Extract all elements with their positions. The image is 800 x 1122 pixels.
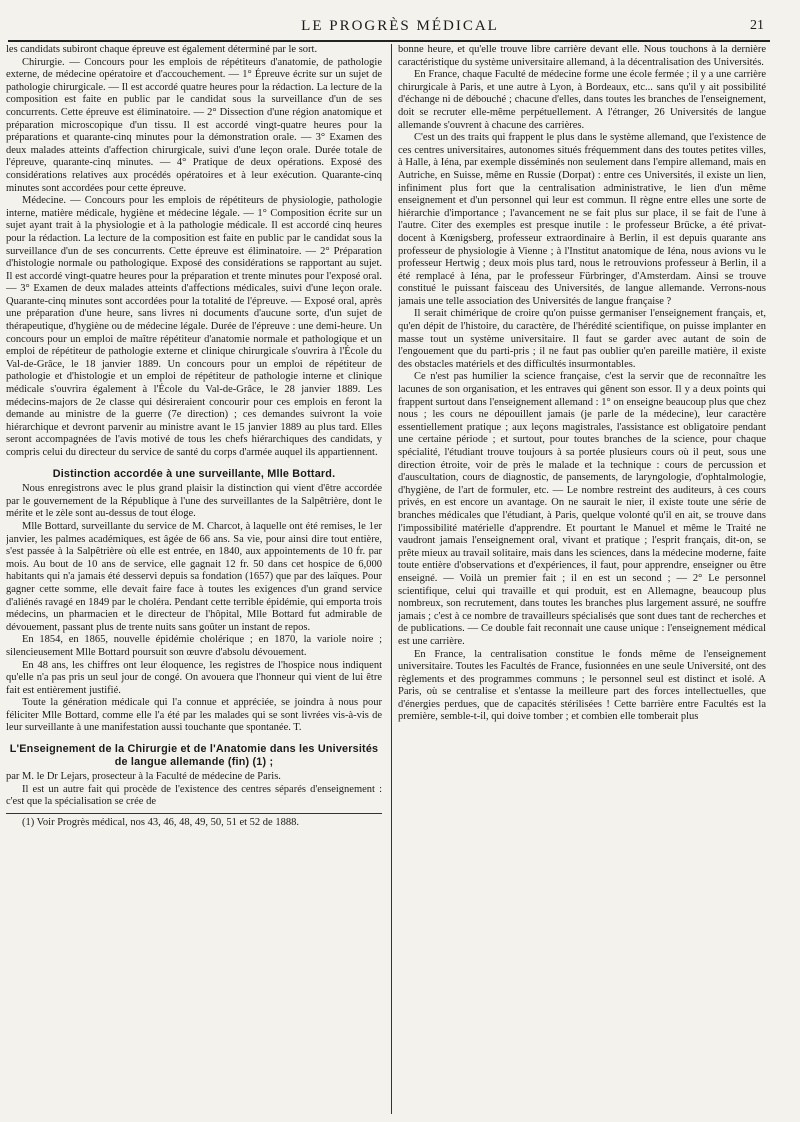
- left-column: [6, 44, 382, 1114]
- page-header: [0, 18, 800, 42]
- header-rule: [8, 40, 770, 42]
- article-byline: par M. le Dr Lejars, prosecteur à la Faculté de médecine de Paris.: [6, 771, 281, 783]
- journal-title: LE PROGRÈS MÉDICAL: [301, 18, 499, 34]
- paragraph: Nous enregistrons avec le plus grand plaisir la distinction qui vient d'être accordée par le gouvernement de la République à l'une des surveillantes de la Salpêtrière, dont le mérite et le zèle sont au-dessus de tout éloge.: [6, 483, 382, 520]
- right-column: [398, 44, 766, 1114]
- article-heading: L'Enseignement de la Chirurgie et de l'Anatomie dans les Universités de langue allemande (fin) (1) ;: [9, 743, 379, 768]
- page-number: 21: [750, 18, 764, 33]
- paragraph: Il est un autre fait qui procède de l'existence des centres séparés d'enseignement : c'est que la spécialisation se crée de: [6, 783, 382, 808]
- paragraph: les candidats subiront chaque épreuve est également déterminé par le sort.: [6, 44, 318, 55]
- paragraph: Toute la génération médicale qui l'a connue et appréciée, se joindra à nous pour féliciter Mlle Bottard, comme elle l'a été par les malades qui se sont livrées vis-à-vis de leur surveillante à une manifestation aussi touchante que spontanée. T.: [6, 697, 382, 734]
- paragraph: En France, chaque Faculté de médecine forme une école fermée ; il y a une carrière chirurgicale à Paris, et une autre à Lyon, à Bordeaux, etc... sans qu'il y ait possibilité d'échange ni de débouché ; chacune d'elles, dans toutes les branches de l'enseignement, doit se recruter elle-même perpétuellement. A l'étranger, 26 Universités de langue allemande s'ouvrent à chacune des carrières.: [398, 69, 766, 131]
- article-columns: [6, 44, 766, 1114]
- column-divider: [391, 44, 392, 1114]
- paragraph: C'est un des traits qui frappent le plus dans le système allemand, que l'existence de ces centres universitaires, autonomes situés fréquemment dans des toutes petites villes, à Halle, à Iéna, par exemple disséminés non seulement dans l'empire allemand, mais en Autriche, en Suisse, même en Russie (Dorpat) : entre ces Universités, il existe un lien, infiniment plus fort que la centralisation administrative, le lien d'un même enseignement et d'un personnel qui leur est commun. Il règne entre elles une sorte de hiérarchie d'importance ; l'avancement ne se fait plus sur place, il se fait de l'une à l'autre. Citer des exemples est presque inutile : le professeur Brücke, a été privat-docent à Kœnigsberg, professeur extraordinaire à Berlin, il est depuis quarante ans professeur de physiologie à Vienne ; à l'Institut anatomique de Iéna, nous avions vu le professeur Hertwig ; deux mois plus tard, nous le retrouvions professeur à Berlin, il a été remplacé à Iéna, par le professeur Fürbringer, d'Amsterdam. Ainsi se trouve constitué le puissant faisceau des Universités, de langue allemande. Verrons-nous jamais une telle association des Universités de langue française ?: [398, 132, 766, 307]
- footnote: (1) Voir Progrès médical, nos 43, 46, 48, 49, 50, 51 et 52 de 1888.: [22, 817, 299, 829]
- paragraph: Ce n'est pas humilier la science française, c'est la servir que de reconnaître les lacunes de son organisation, et les entraves qui gênent son essor. Il y a deux points qui frappent surtout dans l'enseignement allemand : 1° on enseigne beaucoup plus que chez nous ; les cours ne dépouillent jamais (je parle de la médecine), leur caractère essentiellement pratique ; aux leçons magistrales, l'assistance est obligatoire pendant une certaine période ; et surtout, pour toutes branches de la science, pour chaque spécialité, l'étudiant trouve toujours à sa portée plusieurs cours où il peut, sous une direction étroite, voir de près le malade et la technique : cours de percussion et d'auscultation, cours de diagnostic, de pansements, de laryngologie, d'ophtalmologie, d'hygiène, de l'art de formuler, etc. — Le nombre restreint des auditeurs, à ces cours privés, en est encore un avantage. On ne saurait le nier, il existe toute une série de branches médicales que l'étudiant, à Paris, quelque volonté qu'il en ait, se trouve dans l'impossibilité matérielle d'apprendre. Et pourtant le Manuel et même le Traité ne vaudront jamais l'enseignement oral, vivant et pratique ; l'esprit français, dit-on, se prête mieux au travail solitaire, mais dans les sciences, dans la médecine moderne, faite toute entière d'observations et d'expériences, il faut, pour apprendre, enseigner ou être enseigné. — Voilà un premier fait ; il en est un second ; — 2° Le personnel scientifique, celui qui travaille et qui produit, est en Allemagne, beaucoup plus nombreux, son recrutement, dans toutes les branches plus largement assuré, ne souffre jamais ; c'est à ce nombre de travailleurs spécialisés que sont dues tant de recherches et de publications. — Ce double fait reconnait une cause unique : l'enseignement médical est une carrière.: [398, 371, 766, 647]
- paragraph: En France, la centralisation constitue le fonds même de l'enseignement universitaire. Toutes les Facultés de France, fusionnées en une seule Université, ont des règlements et des programmes communs ; le personnel seul est distinct et isolé. A Paris, où se centralise et s'entasse la meilleure part des forces intellectuelles, que d'énergies perdues, que de capacités stérilisées ! Cette barrière entre Facultés est la première, semble-t-il, qui doive tomber ; et combien elle tomberait plus: [398, 648, 766, 723]
- paragraph: Médecine. — Concours pour les emplois de répétiteurs de physiologie, pathologie interne, matière médicale, hygiène et médecine légale. — 1° Composition écrite sur un sujet ayant trait à la physiologie et à la pathologie médicale. Il est accordé cinq heures pour la rédaction. La lecture de la composition est faite en public par le candidat sous la surveillance d'un de ses concurrents. Cette épreuve est éliminatoire. — 2° Préparation d'histologie normale ou pathologique. Exposé des considérations se rapportant au sujet. Il est accordé vingt-quatre heures pour la préparation et trente minutes pour l'exposé oral. — 3° Examen de deux malades atteints d'affections médicales, suivi d'une leçon orale. Quarante-cinq minutes sont accordées pour la totalité de l'épreuve. — Exposé oral, après une préparation d'une heure, sans livres ni documents d'aucune sorte, d'un sujet de thérapeutique, d'hygiène ou de médecine légale. Durée de l'épreuve : une demi-heure. Un concours pour un emploi de maître répétiteur d'anatomie normale et pathologique et un emploi de répétiteur de pathologie externe et clinique chirurgicale s'ouvrira à l'École du Val-de-Grâce, le 18 janvier 1889. Un concours pour un emploi de répétiteur de pathologie et d'histologie et un emploi de répétiteur de pathologie interne et clinique médicale s'ouvrira également à l'École du Val-de-Grâce, le 28 janvier 1889. Les médecins-majors de 2e classe qui désireraient concourir pour ces emplois en feront la demande au ministre de la guerre (7e direction) ; ces demandes suivront la voie hiérarchique et devront parvenir au ministre avant le 15 janvier 1889 au plus tard. Elles seront accompagnées de l'avis motivé de tous les chefs hiérarchiques des candidats, y compris celui du directeur du service de santé du corps d'armée auquel ils appartiennent.: [6, 195, 382, 458]
- paragraph: bonne heure, et qu'elle trouve libre carrière devant elle. Nous touchons à la dernière caractéristique du système universitaire allemand, à la décentralisation des Universités.: [398, 44, 766, 68]
- paragraph: En 1854, en 1865, nouvelle épidémie cholérique ; en 1870, la variole noire ; silencieusement Mlle Bottard poursuit son œuvre d'absolu dévouement.: [6, 634, 382, 658]
- paragraph: Il serait chimérique de croire qu'on puisse germaniser l'enseignement français, et, qu'en dépit de l'histoire, du caractère, de l'hérédité scientifique, on puisse implanter en masse tout un système universitaire. Il faut se garder avec autant de soin de l'engouement que du parti-pris ; il ne faut pas oublier qu'en pareille matière, il existe des obstacles matériels et des difficultés insurmontables.: [398, 308, 766, 370]
- paragraph: Mlle Bottard, surveillante du service de M. Charcot, à laquelle ont été remises, le 1er janvier, les palmes académiques, est âgée de 66 ans. Sa vie, pour ainsi dire tout entière, s'est passée à la Salpêtrière où elle est entrée, en 1840, aux appointements de 10 fr. par mois. Au bout de 10 ans de service, elle gagnait 12 fr. 50 dans cet hospice de 6,000 habitants qui n'a jamais été desservi depuis sa fondation (1657) que par des laïques. Pour gagner cette somme, elle devait faire face à toutes les exigences d'un grand service d'aliénés ravagé en 1849 par le choléra. Pendant cette terrible épidémie, qui emporta trois médecins, un pharmacien et le directeur de l'hôpital, Mlle Bottard fut admirable de dévouement, passant plus de trente nuits sans goûter un instant de repos.: [6, 520, 382, 633]
- paragraph: Chirurgie. — Concours pour les emplois de répétiteurs d'anatomie, de pathologie externe, de médecine opératoire et d'accouchement. — 1° Épreuve écrite sur un sujet de pathologie chirurgicale. — Il est accordé quatre heures pour la rédaction. La lecture de la composition est faite en public par le candidat sous la surveillance d'un de ses concurrents. Cette épreuve est éliminatoire. — 2° Dissection d'une région anatomique et préparation microscopique d'un tissu. Il est accordé vingt-quatre heures pour la préparations et quarante-cinq minutes pour la démonstration orale. — 3° Examen des deux malades atteints d'affection chirurgicale, suivi d'une leçon orale. Durée totale de l'épreuve, quarante-cinq minutes. — 4° Pratique de deux opérations. Exposé des considérations relatives aux procédés opératoires et à leur exécution. Quarante-cinq minutes sont accordées pour cette épreuve.: [6, 56, 382, 194]
- paragraph: En 48 ans, les chiffres ont leur éloquence, les registres de l'hospice nous indiquent qu'elle n'a pas pris un seul jour de congé. On avouera que l'honneur qui vient de lui être fait est entièrement justifié.: [6, 659, 382, 696]
- footnote-rule: [6, 813, 382, 814]
- section-heading: Distinction accordée à une surveillante, Mlle Bottard.: [52, 467, 336, 480]
